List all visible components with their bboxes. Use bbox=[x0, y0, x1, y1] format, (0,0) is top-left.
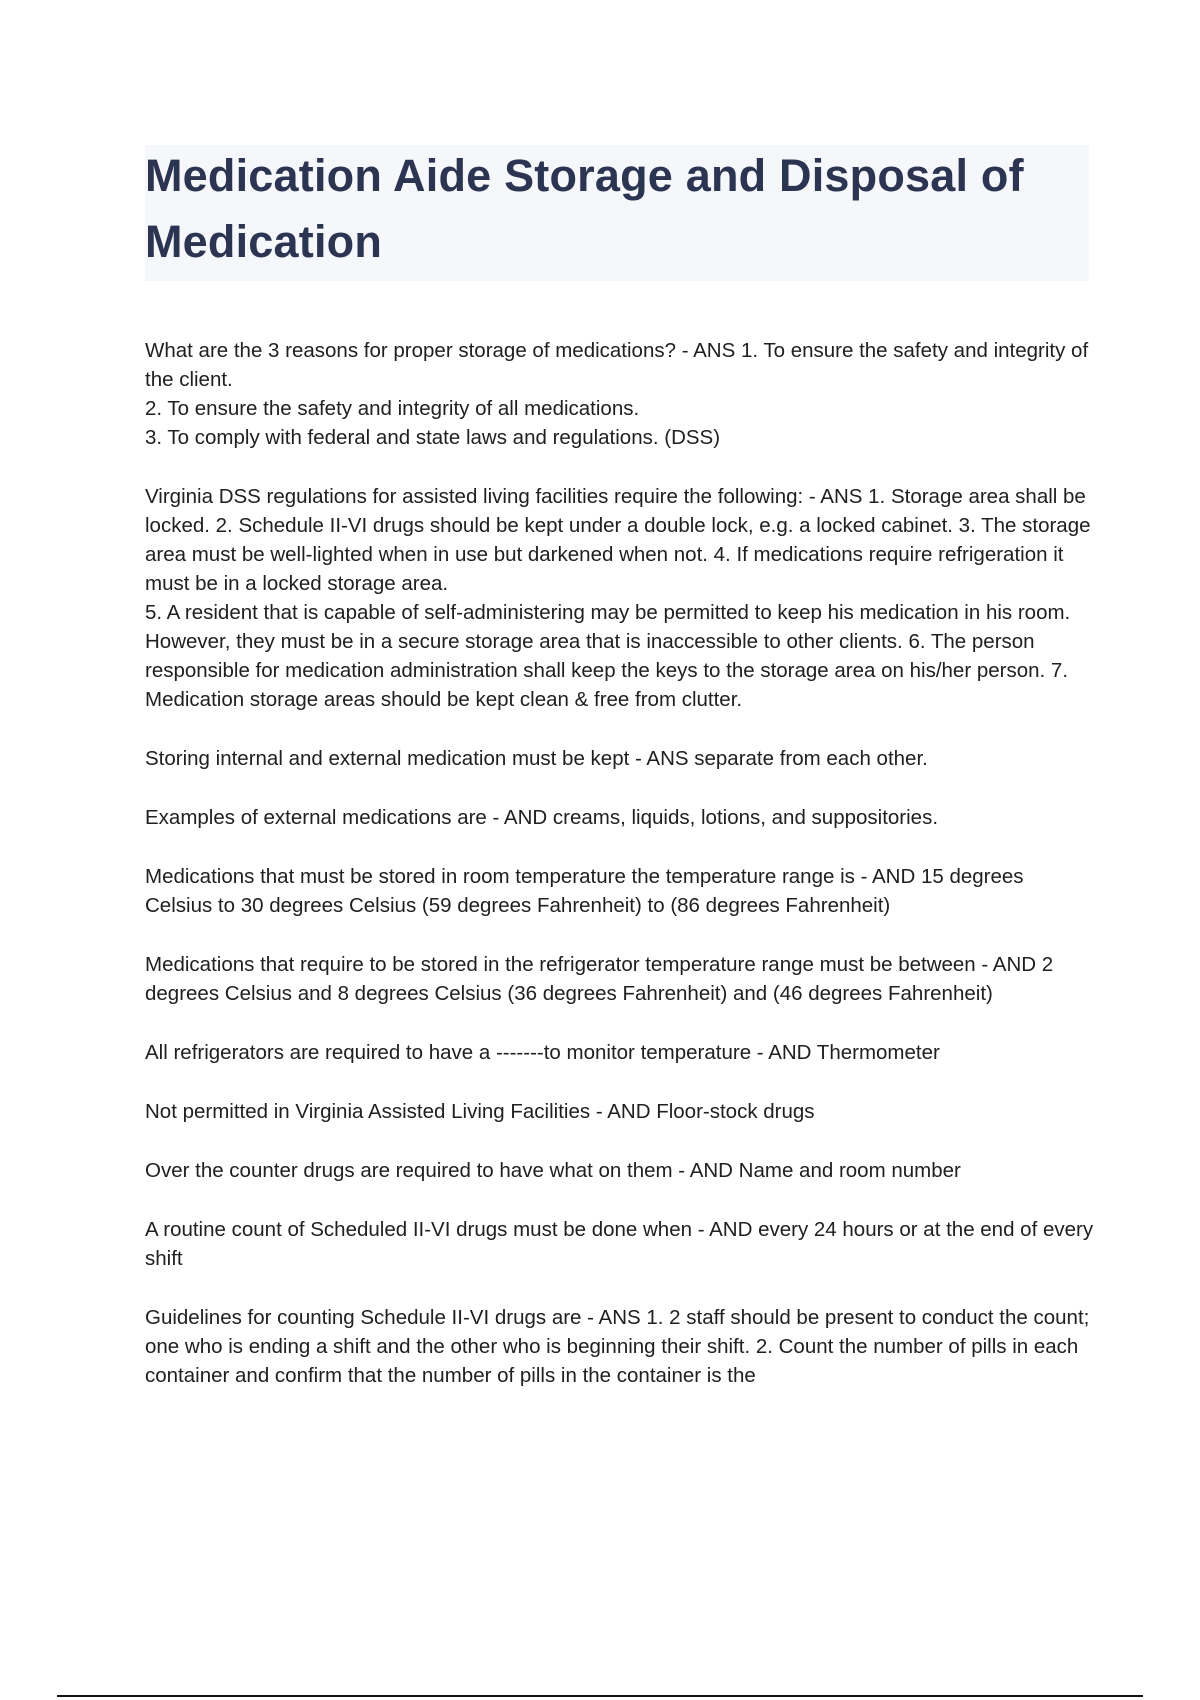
document-body bbox=[145, 336, 1095, 1420]
qa-text: Over the counter drugs are required to have what on them - AND Name and room number bbox=[145, 1159, 961, 1182]
qa-entry bbox=[145, 950, 1095, 1008]
qa-text: All refrigerators are required to have a -------to monitor temperature - AND Thermometer bbox=[145, 1041, 940, 1064]
qa-entry bbox=[145, 744, 1095, 773]
qa-entry bbox=[145, 1215, 1095, 1273]
qa-text: Storing internal and external medication must be kept - ANS separate from each other. bbox=[145, 747, 928, 770]
qa-entry bbox=[145, 862, 1095, 920]
qa-entry bbox=[145, 336, 1095, 452]
qa-entry bbox=[145, 1038, 1095, 1067]
qa-text: Medications that must be stored in room temperature the temperature range is - AND 15 degrees Celsius to 30 degrees Celsius (59 degrees Fahrenheit) to (86 degrees Fahrenheit) bbox=[145, 865, 1024, 917]
qa-entry bbox=[145, 1303, 1095, 1390]
qa-entry bbox=[145, 803, 1095, 832]
qa-entry bbox=[145, 482, 1095, 714]
qa-text: Examples of external medications are - AND creams, liquids, lotions, and suppositories. bbox=[145, 806, 939, 829]
qa-text: A routine count of Scheduled II-VI drugs must be done when - AND every 24 hours or at the end of every shift bbox=[145, 1218, 1094, 1270]
qa-text: 2. To ensure the safety and integrity of all medications. bbox=[145, 397, 640, 420]
footer-divider bbox=[57, 1695, 1143, 1697]
qa-text: Guidelines for counting Schedule II-VI drugs are - ANS 1. 2 staff should be present to conduct the count; one who is ending a shift and the other who is beginning their shift. 2. Count the number of pills in each container and confirm that the number of pills in the container is the bbox=[145, 1306, 1090, 1387]
qa-text: Medications that require to be stored in the refrigerator temperature range must be between - AND 2 degrees Celsius and 8 degrees Celsius (36 degrees Fahrenheit) and (46 degrees Fahrenheit) bbox=[145, 953, 1054, 1005]
qa-text: What are the 3 reasons for proper storage of medications? - ANS 1. To ensure the safety and integrity of the client. bbox=[145, 339, 1089, 391]
document-title: Medication Aide Storage and Disposal of Medication bbox=[145, 150, 1024, 267]
qa-text: Virginia DSS regulations for assisted living facilities require the following: - ANS 1. Storage area shall be locked. 2. Schedule II-VI drugs should be kept under a double lock, e.g. a locked cabinet. 3. The storage area must be well-lighted when in use but darkened when not. 4. If medications require refrigeration it must be in a locked storage area. bbox=[145, 485, 1091, 595]
qa-entry bbox=[145, 1097, 1095, 1126]
qa-text: 3. To comply with federal and state laws and regulations. (DSS) bbox=[145, 426, 721, 449]
qa-entry bbox=[145, 1156, 1095, 1185]
qa-text: Not permitted in Virginia Assisted Living Facilities - AND Floor-stock drugs bbox=[145, 1100, 815, 1123]
qa-text: 5. A resident that is capable of self-administering may be permitted to keep his medication in his room. However, they must be in a secure storage area that is inaccessible to other clients. 6. The person responsible for medication administration shall keep the keys to the storage area on his/her person. 7. Medication storage areas should be kept clean & free from clutter. bbox=[145, 601, 1071, 711]
